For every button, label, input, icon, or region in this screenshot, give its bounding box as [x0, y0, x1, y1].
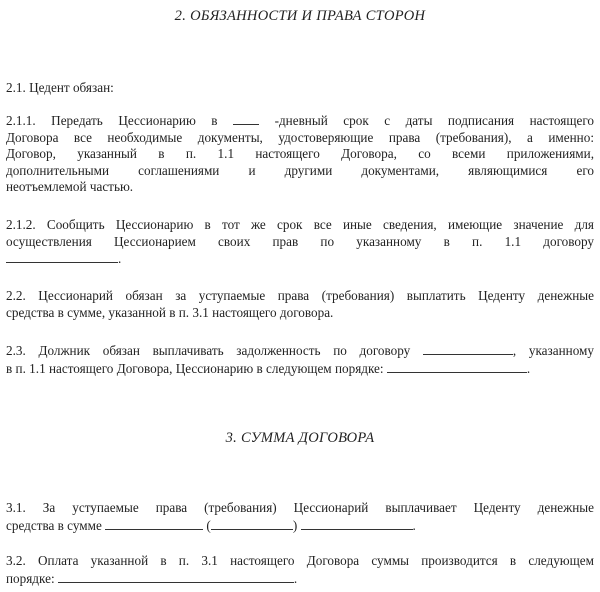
clause-2-3	[6, 342, 594, 377]
section-3-heading: 3. СУММА ДОГОВОРА	[225, 430, 375, 446]
clause-2-3-line-1	[6, 342, 594, 360]
contract-blank[interactable]	[6, 250, 118, 263]
clause-2-3-text-a: 2.3. Должник обязан выплачивать задолженность по договору	[6, 343, 411, 358]
clause-2-1-1-line-5: неотъемлемой частью.	[6, 179, 134, 194]
clause-2-3-text-b: , указанному	[512, 343, 594, 358]
debt-contract-blank[interactable]	[423, 342, 513, 355]
clause-3-1-paren-close: )	[292, 517, 298, 533]
clause-2-1-1-line-1	[6, 112, 594, 130]
clause-3-2	[6, 553, 594, 587]
clause-3-2-text-a: порядке:	[6, 570, 55, 586]
clause-2-3-line-2	[6, 360, 594, 378]
clause-2-2-line-1: 2.2. Цессионарий обязан за уступаемые права (требования) выплатить Цеденту денежные	[6, 288, 594, 303]
clause-2-1-1	[6, 112, 594, 196]
clause-3-1-paren-open: (	[206, 517, 211, 533]
clause-2-3-end: .	[526, 360, 531, 376]
clause-2-1: 2.1. Цедент обязан:	[6, 80, 114, 95]
payment-order-blank[interactable]	[387, 360, 527, 373]
days-blank[interactable]	[233, 112, 259, 125]
sum-words-blank[interactable]	[211, 517, 293, 530]
clause-2-1-2-line-2: осуществления Цессионарием своих прав по указанному в п. 1.1 договору	[6, 233, 594, 249]
clause-2-1-2-line-3	[6, 250, 594, 268]
clause-3-2-line-2	[6, 570, 594, 588]
clause-2-1-1-line-2: Договора все необходимые документы, удостоверяющие права (требования), а именно:	[6, 129, 594, 145]
clause-2-1-2-line-1: 2.1.2. Сообщить Цессионарию в тот же срок все иные сведения, имеющие значение для	[6, 217, 594, 232]
clause-2-2-line-2: средства в сумме, указанной в п. 3.1 настоящего договора.	[6, 304, 334, 320]
clause-3-2-line-1: 3.2. Оплата указанной в п. 3.1 настоящего Договора суммы производится в следующем	[6, 553, 594, 568]
sum-currency-blank[interactable]	[301, 517, 413, 530]
clause-2-1-1-line-3: Договор, указанный в п. 1.1 настоящего Договора, со всеми приложениями,	[6, 146, 594, 161]
clause-3-1-text-a: средства в сумме	[6, 517, 102, 533]
clause-3-1-line-1: 3.1. За уступаемые права (требования) Цессионарий выплачивает Цеденту денежные	[6, 500, 594, 515]
clause-2-2	[6, 288, 594, 321]
clause-2-1-1-line-4: дополнительными соглашениями и другими документами, являющимися его	[6, 162, 594, 178]
clause-2-1-2-end: .	[118, 251, 122, 266]
clause-2-1-1-text-b: -дневный срок с даты подписания настоящего	[274, 113, 595, 128]
clause-3-1	[6, 500, 594, 534]
clause-2-1-2	[6, 217, 594, 268]
payment-procedure-blank[interactable]	[58, 570, 294, 583]
section-2-heading: 2. ОБЯЗАННОСТИ И ПРАВА СТОРОН	[174, 8, 426, 24]
clause-2-1-1-text-a: 2.1.1. Передать Цессионарию в	[6, 113, 218, 128]
sum-digits-blank[interactable]	[105, 517, 203, 530]
clause-3-1-line-2	[6, 517, 594, 535]
clause-2-3-text-c: в п. 1.1 настоящего Договора, Цессионарию в следующем порядке:	[6, 360, 384, 376]
clause-3-2-end: .	[293, 570, 298, 586]
clause-3-1-end: .	[412, 517, 416, 533]
